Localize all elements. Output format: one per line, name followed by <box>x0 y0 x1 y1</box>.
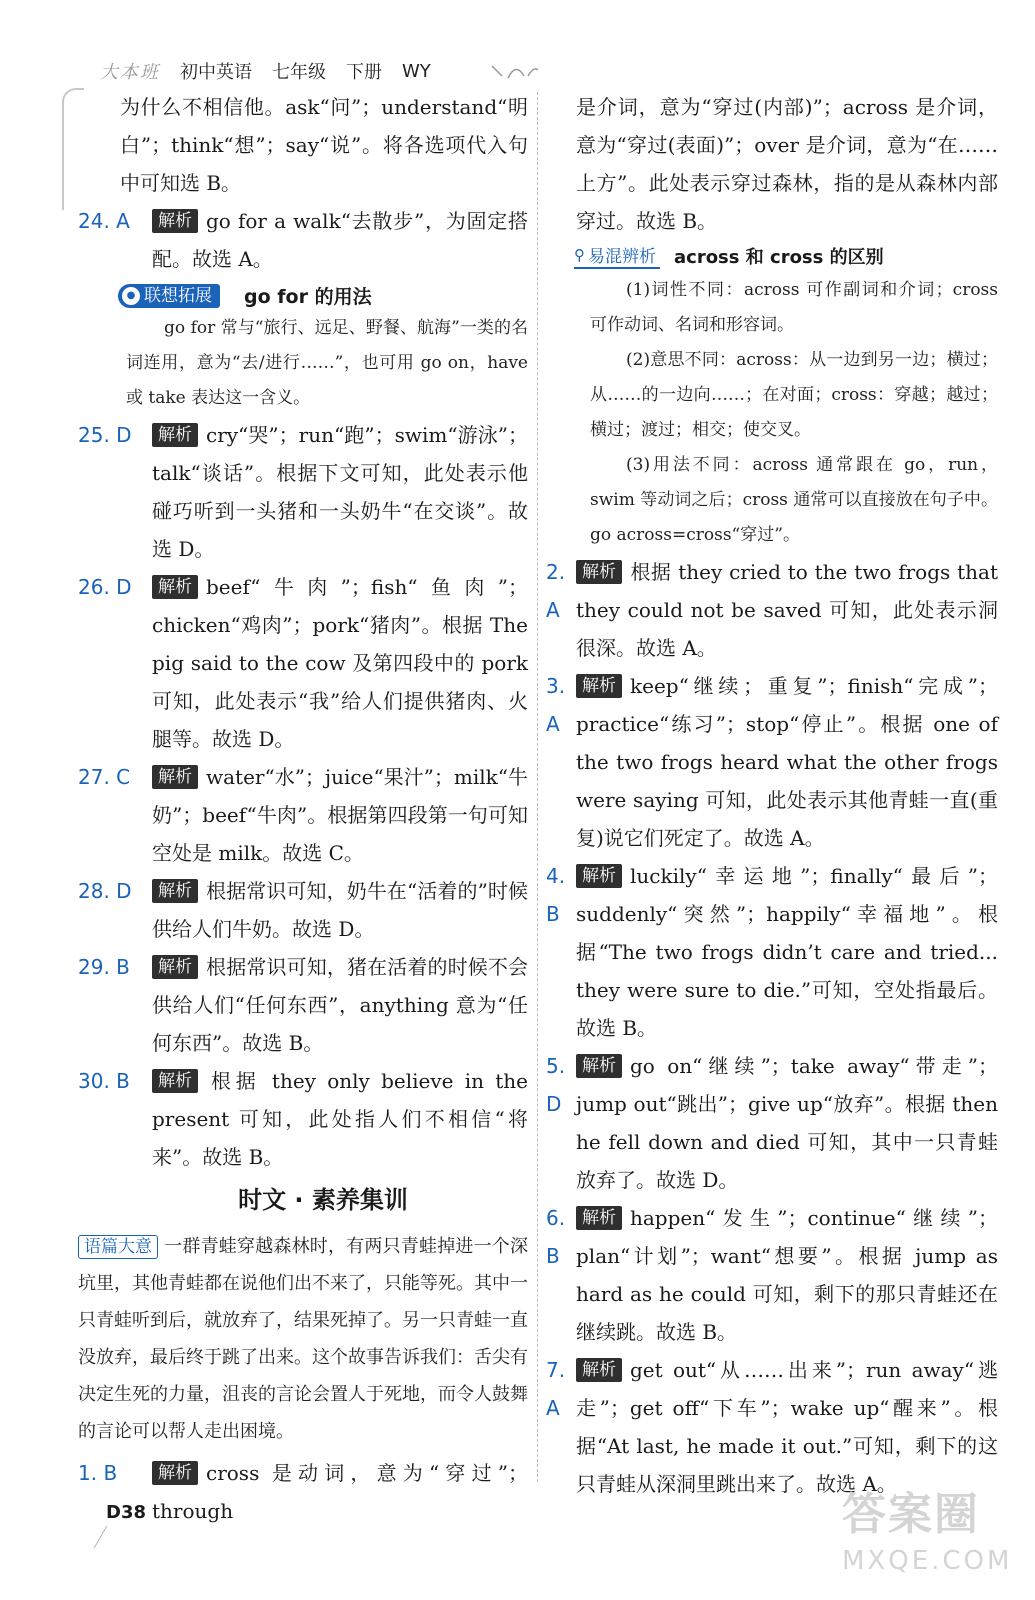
answer-text: water“水”；juice“果汁”；milk“牛奶”；beef“牛肉”。根据第四段第一句可知空处是 milk。故选 C。 <box>152 765 528 865</box>
association-header <box>118 282 528 309</box>
analysis-tag: 解析 <box>576 1054 622 1078</box>
header-decoration <box>490 60 540 82</box>
answer-body <box>576 1047 998 1199</box>
answer-text: cross 是动词，意为“穿过”；through <box>152 1461 528 1523</box>
answer-text: luckily“幸运地”；finally“最后”；suddenly“突然”；happily“幸福地”。根据“The two frogs didn’t care and tried... they were sure to die.”可知，空处指最后。故选 B。 <box>576 864 998 1040</box>
answer-number: 1. B <box>78 1461 118 1485</box>
confusion-header <box>574 242 998 269</box>
answer-body <box>152 948 528 1062</box>
header-grade: 七年级 <box>272 62 326 83</box>
column-divider <box>537 92 538 1482</box>
association-note: go for 常与“旅行、远足、野餐、航海”一类的名词连用，意为“去/进行……”，也可用 go on，have 或 take 表达这一含义。 <box>126 318 528 408</box>
answer-text: cry“哭”；run“跑”；swim“游泳”；talk“谈话”。根据下文可知，此处表示他碰巧听到一头猪和一头奶牛“在交谈”。故选 D。 <box>152 423 528 561</box>
answer-4 <box>546 857 998 1047</box>
answer-number: 28. D <box>78 879 132 903</box>
continued-paragraph: 是介词，意为“穿过(内部)”；across 是介词，意为“穿过(表面)”；over 是介词，意为“在……上方”。此处表示穿过森林，指的是从森林内部穿过。故选 B。 <box>576 95 998 233</box>
answer-body <box>152 872 528 948</box>
answer-2 <box>546 553 998 667</box>
answer-26 <box>78 568 528 758</box>
answer-5 <box>546 1047 998 1199</box>
analysis-tag: 解析 <box>576 674 622 698</box>
answer-text: go on“继续”；take away“带走”；jump out“跳出”；give up“放弃”。根据 then he fell down and died 可知，其中一只青蛙放弃了。故选 D。 <box>576 1054 998 1192</box>
association-title: go for 的用法 <box>244 286 372 308</box>
right-column <box>546 88 998 1503</box>
analysis-tag: 解析 <box>152 423 198 447</box>
summary-text: 一群青蛙穿越森林时，有两只青蛙掉进一个深坑里，其他青蛙都在说他们出不来了，只能等死。其中一只青蛙听到后，就放弃了，结果死掉了。另一只青蛙一直没放弃，最后终于跳了出来。这个故事告诉我们：舌尖有决定生死的力量，沮丧的言论会置人于死地，而令人鼓舞的言论可以帮人走出困境。 <box>78 1236 528 1442</box>
summary-badge: 语篇大意 <box>78 1235 158 1259</box>
confusion-point-1: (1)词性不同：across 可作副词和介词；cross 可作动词、名词和形容词。 <box>590 280 998 335</box>
analysis-tag: 解析 <box>152 955 198 979</box>
analysis-tag: 解析 <box>152 1069 198 1093</box>
header-volume: 下册 <box>346 62 382 83</box>
answer-body <box>576 553 998 667</box>
association-badge <box>118 284 220 308</box>
watermark-logo: 答案圈 <box>842 1489 980 1540</box>
answer-text: keep“继续；重复”；finish“完成”；practice“练习”；stop“停止”。根据 one of the two frogs heard what the other frogs were saying 可知，此处表示其他青蛙一直(重复)说它们死定了。故选 A。 <box>576 674 998 850</box>
answer-number: 7. A <box>546 1358 566 1420</box>
answer-number: 2. A <box>546 560 566 622</box>
confusion-badge-label: 易混辨析 <box>588 247 656 267</box>
confusion-point-2: (2)意思不同：across：从一边到另一边；横过；从……的一边向……；在对面；cross：穿越；越过；横过；渡过；相交；使交叉。 <box>590 350 998 440</box>
section-title: 时文 · 素养集训 <box>238 1186 408 1214</box>
confusion-badge <box>574 242 660 269</box>
answer-body <box>152 202 528 278</box>
answer-text: beef“牛肉”；fish“鱼肉”；chicken“鸡肉”；pork“猪肉”。根据 The pig said to the cow 及第四段中的 pork 可知，此处表示“我”给人们提供猪肉、火腿等。故选 D。 <box>152 575 528 751</box>
answer-number: 26. D <box>78 575 132 599</box>
answer-text: happen“发生”；continue“继续”；plan“计划”；want“想要”。根据 jump as hard as he could 可知，剩下的那只青蛙还在继续跳。故选 B。 <box>576 1206 998 1344</box>
answer-number: 29. B <box>78 955 130 979</box>
answer-3 <box>546 667 998 857</box>
analysis-tag: 解析 <box>152 1461 198 1485</box>
answer-text: 根据 they only believe in the present 可知，此处指人们不相信“将来”。故选 B。 <box>152 1069 528 1169</box>
answer-number: 4. B <box>546 864 566 926</box>
answer-24 <box>78 202 528 278</box>
answer-body <box>152 1454 528 1530</box>
answer-body <box>576 667 998 857</box>
analysis-tag: 解析 <box>576 1206 622 1230</box>
confusion-title: across 和 cross 的区别 <box>674 246 884 268</box>
answer-25 <box>78 416 528 568</box>
answer-text: 根据常识可知，猪在活着的时候不会供给人们“任何东西”，anything 意为“任何东西”。故选 B。 <box>152 955 528 1055</box>
answer-text: go for a walk“去散步”，为固定搭配。故选 A。 <box>152 209 528 271</box>
analysis-tag: 解析 <box>576 864 622 888</box>
answer-number: 27. C <box>78 765 131 789</box>
watermark <box>842 1478 1013 1598</box>
analysis-tag: 解析 <box>152 765 198 789</box>
answer-text: 根据 they cried to the two frogs that they could not be saved 可知，此处表示洞很深。故选 A。 <box>576 560 998 660</box>
answer-body <box>576 1199 998 1351</box>
analysis-tag: 解析 <box>576 560 622 584</box>
page-number: D38 <box>106 1502 146 1523</box>
watermark-url: MXQE.COM <box>842 1546 1013 1576</box>
answer-number: 25. D <box>78 423 132 447</box>
answer-28 <box>78 872 528 948</box>
analysis-tag: 解析 <box>152 209 198 233</box>
brand-logo: 大本班 <box>100 62 160 83</box>
answer-body <box>152 568 528 758</box>
association-badge-label: 联想拓展 <box>144 285 212 306</box>
page-header <box>100 58 431 84</box>
intro-paragraph: 为什么不相信他。ask“问”；understand“明白”；think“想”；say“说”。将各选项代入句中可知选 B。 <box>120 95 528 195</box>
analysis-tag: 解析 <box>576 1358 622 1382</box>
answer-number: 24. A <box>78 209 130 233</box>
answer-text: 根据常识可知，奶牛在“活着的”时候供给人们牛奶。故选 D。 <box>152 879 528 941</box>
answer-body <box>152 416 528 568</box>
answer-body <box>152 758 528 872</box>
association-icon: ● <box>122 287 140 305</box>
answer-number: 3. A <box>546 674 566 736</box>
answer-6 <box>546 1199 998 1351</box>
answer-number: 30. B <box>78 1069 130 1093</box>
answer-27 <box>78 758 528 872</box>
confusion-point-3: (3)用法不同：across 通常跟在 go，run，swim 等动词之后；cross 通常可以直接放在句子中。go across=cross“穿过”。 <box>590 455 998 545</box>
answer-number: 6. B <box>546 1206 566 1268</box>
analysis-tag: 解析 <box>152 575 198 599</box>
answer-body <box>576 857 998 1047</box>
magnifier-icon: ⚲ <box>574 245 585 264</box>
analysis-tag: 解析 <box>152 879 198 903</box>
answer-30 <box>78 1062 528 1176</box>
left-column <box>78 88 528 1530</box>
answer-text: get out“从……出来”；run away“逃走”；get off“下车”；wake up“醒来”。根据“At last, he made it out.”可知，剩下的这只青蛙从深洞里跳出来了。故选 A。 <box>576 1358 998 1496</box>
answer-number: 5. D <box>546 1054 566 1116</box>
header-edition: WY <box>402 60 431 82</box>
answer-body <box>152 1062 528 1176</box>
passage-summary <box>78 1228 528 1450</box>
answer-29 <box>78 948 528 1062</box>
header-subject: 初中英语 <box>180 62 252 83</box>
